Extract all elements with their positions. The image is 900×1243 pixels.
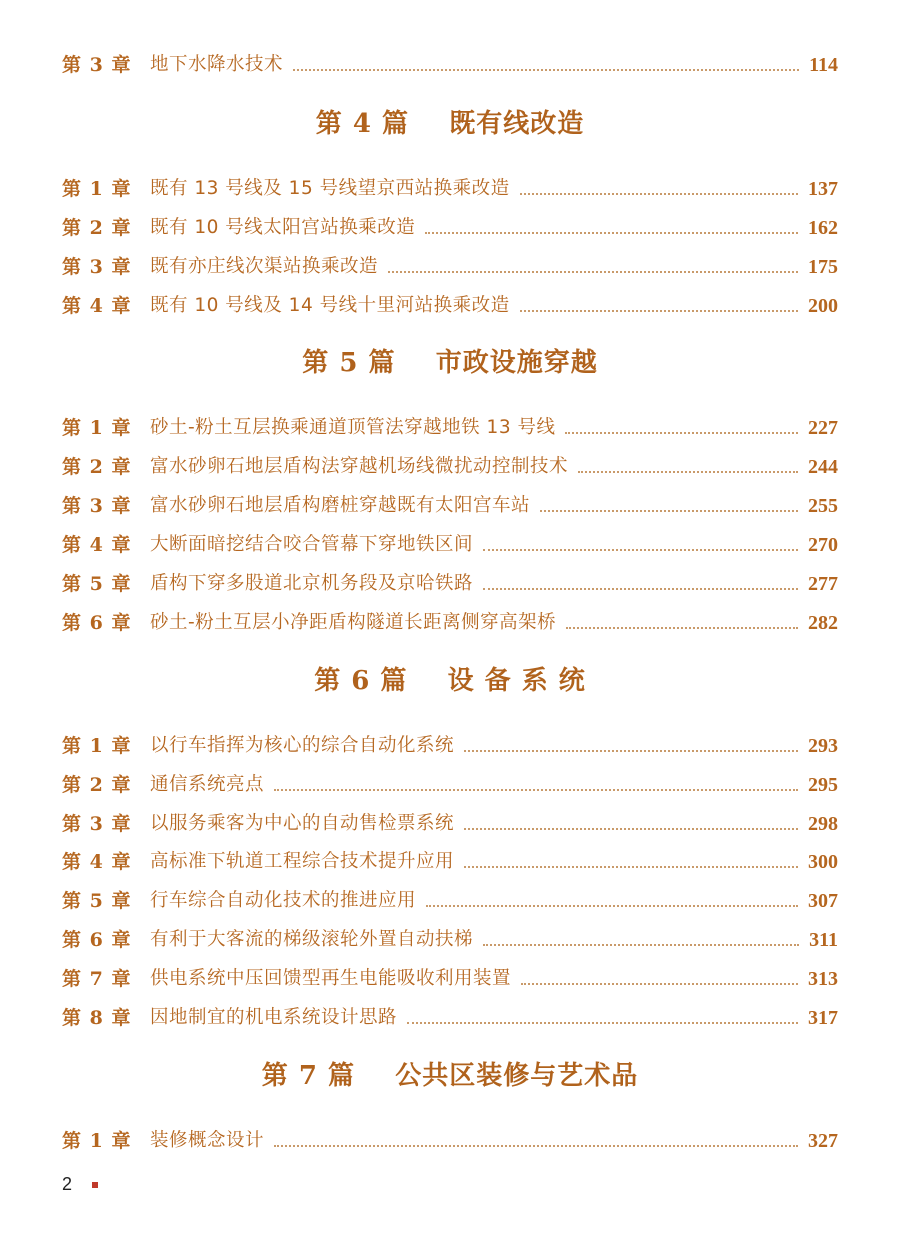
toc-entry[interactable] (62, 450, 838, 480)
chapter-title: 通信系统亮点 (150, 774, 265, 795)
chapter-title: 既有 10 号线太阳宫站换乘改造 (150, 217, 416, 238)
chapter-title: 砂土-粉土互层换乘通道顶管法穿越地铁 13 号线 (150, 417, 556, 438)
toc-entry[interactable] (62, 923, 838, 953)
chapter-title: 富水砂卵石地层盾构法穿越机场线微扰动控制技术 (150, 456, 569, 477)
leader-dots (483, 587, 798, 590)
toc-entry[interactable] (62, 250, 838, 280)
toc-entry[interactable] (62, 1124, 838, 1154)
chapter-label: 第 7 章 (62, 968, 132, 990)
toc-entry[interactable] (62, 211, 838, 241)
page-number: 270 (808, 534, 838, 556)
page-number: 282 (808, 612, 838, 634)
chapter-title: 装修概念设计 (150, 1130, 265, 1151)
chapter-label: 第 2 章 (62, 774, 132, 796)
part-label: 第 7 篇 (261, 1061, 355, 1091)
leader-dots (566, 626, 798, 629)
chapter-title: 富水砂卵石地层盾构磨桩穿越既有太阳宫车站 (150, 495, 531, 516)
page-number: 327 (808, 1130, 838, 1152)
chapter-label: 第 4 章 (62, 295, 132, 317)
part-label: 第 6 篇 (314, 666, 408, 696)
toc-entry[interactable] (62, 807, 838, 837)
leader-dots (426, 904, 798, 907)
toc-entry[interactable] (62, 962, 838, 992)
part-heading-7 (0, 1055, 900, 1092)
toc-entry[interactable] (62, 289, 838, 319)
chapter-label: 第 1 章 (62, 417, 132, 439)
toc-entry[interactable] (62, 489, 838, 519)
chapter-label: 第 4 章 (62, 851, 132, 873)
page-number: 162 (808, 217, 838, 239)
part-title: 既有线改造 (449, 109, 585, 139)
chapter-label: 第 6 章 (62, 929, 132, 951)
square-marker-icon (92, 1182, 98, 1188)
chapter-title: 以服务乘客为中心的自动售检票系统 (150, 813, 455, 834)
chapter-title: 既有 10 号线及 14 号线十里河站换乘改造 (150, 295, 510, 316)
chapter-label: 第 3 章 (62, 256, 132, 278)
leader-dots (483, 548, 798, 551)
chapter-label: 第 3 章 (62, 813, 132, 835)
page-number: 175 (808, 256, 838, 278)
chapter-title: 行车综合自动化技术的推进应用 (150, 890, 417, 911)
leader-dots (274, 788, 798, 791)
page-number: 313 (808, 968, 838, 990)
toc-entry[interactable] (62, 729, 838, 759)
page-number: 295 (808, 774, 838, 796)
toc-entry[interactable] (62, 567, 838, 597)
page-number: 293 (808, 735, 838, 757)
chapter-label: 第 2 章 (62, 456, 132, 478)
chapter-label: 第 3 章 (62, 495, 132, 517)
chapter-title: 以行车指挥为核心的综合自动化系统 (150, 735, 455, 756)
leader-dots (521, 982, 798, 985)
chapter-title: 大断面暗挖结合咬合管幕下穿地铁区间 (150, 534, 474, 555)
page-number: 298 (808, 813, 838, 835)
chapter-label: 第 4 章 (62, 534, 132, 556)
part-heading-4 (0, 103, 900, 140)
page-number: 311 (809, 929, 838, 951)
page-number: 200 (808, 295, 838, 317)
page-footer (62, 1174, 98, 1195)
toc-entry[interactable] (62, 768, 838, 798)
toc-entry[interactable] (62, 606, 838, 636)
part-title: 市政设施穿越 (435, 348, 598, 378)
toc-entry[interactable] (62, 172, 838, 202)
toc-entry[interactable] (62, 1001, 838, 1031)
leader-dots (388, 270, 798, 273)
page-number: 277 (808, 573, 838, 595)
page-number: 307 (808, 890, 838, 912)
leader-dots (520, 309, 798, 312)
chapter-label: 第 8 章 (62, 1007, 132, 1029)
page-number: 227 (808, 417, 838, 439)
toc-entry[interactable] (62, 48, 838, 78)
chapter-title: 既有亦庄线次渠站换乘改造 (150, 256, 379, 277)
leader-dots (293, 68, 799, 71)
chapter-title: 因地制宜的机电系统设计思路 (150, 1007, 398, 1028)
page-number: 300 (808, 851, 838, 873)
chapter-label: 第 1 章 (62, 1130, 132, 1152)
chapter-title: 高标准下轨道工程综合技术提升应用 (150, 851, 455, 872)
chapter-label: 第 5 章 (62, 573, 132, 595)
chapter-label: 第 3 章 (62, 54, 132, 76)
footer-page-number: 2 (62, 1174, 73, 1194)
chapter-label: 第 2 章 (62, 217, 132, 239)
chapter-label: 第 1 章 (62, 178, 132, 200)
toc-entry[interactable] (62, 884, 838, 914)
chapter-label: 第 1 章 (62, 735, 132, 757)
part-title: 设 备 系 统 (447, 666, 586, 696)
leader-dots (407, 1021, 798, 1024)
part-heading-5 (0, 342, 900, 379)
leader-dots (425, 231, 798, 234)
page-number: 137 (808, 178, 838, 200)
part-label: 第 4 篇 (315, 109, 409, 139)
leader-dots (483, 943, 799, 946)
part-heading-6 (0, 660, 900, 697)
leader-dots (464, 865, 798, 868)
part-label: 第 5 篇 (302, 348, 396, 378)
chapter-title: 盾构下穿多股道北京机务段及京哈铁路 (150, 573, 474, 594)
leader-dots (464, 827, 798, 830)
chapter-title: 砂土-粉土互层小净距盾构隧道长距离侧穿高架桥 (150, 612, 557, 633)
leader-dots (578, 470, 798, 473)
chapter-title: 有利于大客流的梯级滚轮外置自动扶梯 (150, 929, 474, 950)
leader-dots (540, 509, 798, 512)
chapter-title: 地下水降水技术 (150, 54, 284, 75)
toc-entry[interactable] (62, 411, 838, 441)
leader-dots (274, 1144, 798, 1147)
page-number: 114 (809, 54, 838, 76)
toc-entry[interactable] (62, 845, 838, 875)
chapter-title: 供电系统中压回馈型再生电能吸收利用装置 (150, 968, 512, 989)
toc-entry[interactable] (62, 528, 838, 558)
leader-dots (464, 749, 798, 752)
chapter-title: 既有 13 号线及 15 号线望京西站换乘改造 (150, 178, 510, 199)
leader-dots (520, 192, 798, 195)
page-number: 317 (808, 1007, 838, 1029)
part-title: 公共区装修与艺术品 (395, 1061, 639, 1091)
page-number: 255 (808, 495, 838, 517)
chapter-label: 第 5 章 (62, 890, 132, 912)
leader-dots (565, 431, 798, 434)
chapter-label: 第 6 章 (62, 612, 132, 634)
page-number: 244 (808, 456, 838, 478)
